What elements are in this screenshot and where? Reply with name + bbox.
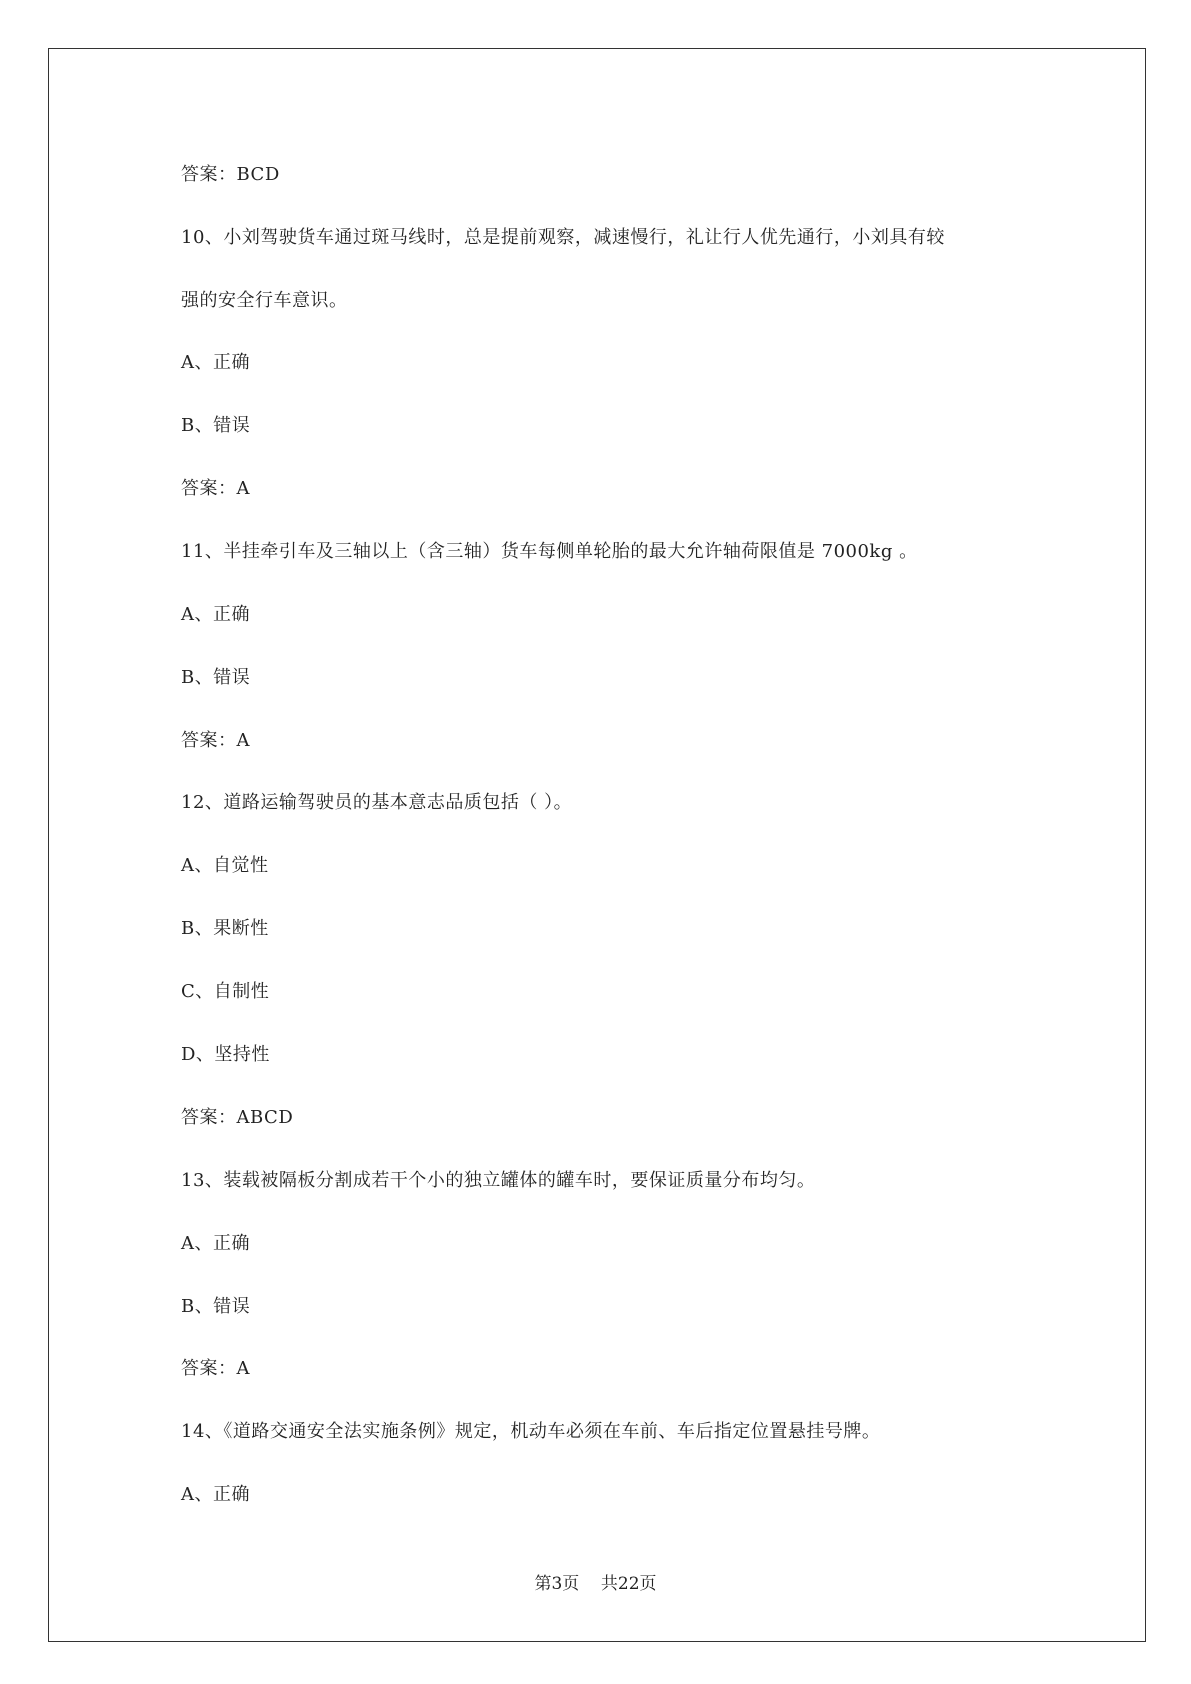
page-number-footer: 第3页 共22页 [534, 1574, 657, 1594]
answer-12: 答案：ABCD [181, 1107, 294, 1128]
answer-13: 答案：A [181, 1358, 250, 1379]
option-12-c: C、自制性 [181, 981, 270, 1002]
answer-11: 答案：A [181, 730, 250, 751]
question-11: 11、半挂牵引车及三轴以上（含三轴）货车每侧单轮胎的最大允许轴荷限值是 7000kg 。 [181, 541, 918, 562]
option-10-a: A、正确 [181, 352, 250, 373]
option-13-b: B、错误 [181, 1296, 251, 1317]
answer-9: 答案：BCD [181, 164, 280, 185]
option-10-b: B、错误 [181, 415, 251, 436]
option-11-a: A、正确 [181, 604, 250, 625]
option-12-d: D、坚持性 [181, 1044, 270, 1065]
question-14: 14、《道路交通安全法实施条例》规定，机动车必须在车前、车后指定位置悬挂号牌。 [181, 1421, 881, 1442]
question-13: 13、装载被隔板分割成若干个小的独立罐体的罐车时，要保证质量分布均匀。 [181, 1170, 816, 1191]
option-13-a: A、正确 [181, 1233, 250, 1254]
answer-10: 答案：A [181, 478, 250, 499]
question-12: 12、道路运输驾驶员的基本意志品质包括（ ）。 [181, 792, 573, 813]
question-10-line-2: 强的安全行车意识。 [181, 290, 348, 311]
option-14-a: A、正确 [181, 1484, 250, 1505]
question-10-line-1: 10、小刘驾驶货车通过斑马线时，总是提前观察，减速慢行，礼让行人优先通行，小刘具有较 [181, 227, 945, 248]
option-11-b: B、错误 [181, 667, 251, 688]
option-12-a: A、自觉性 [181, 855, 269, 876]
option-12-b: B、果断性 [181, 918, 269, 939]
page-border [48, 48, 1146, 1642]
